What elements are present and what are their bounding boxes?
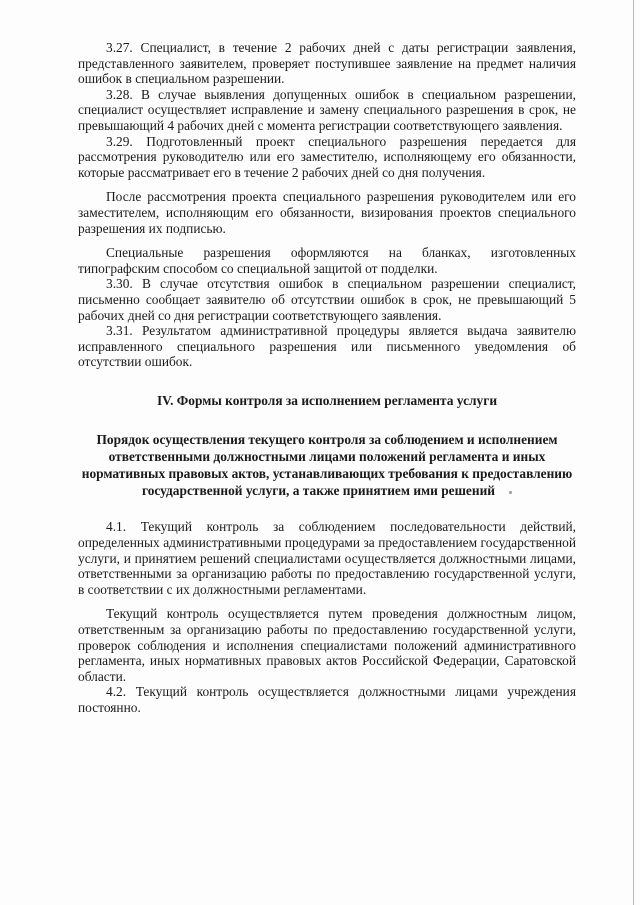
paragraph-3-30: 3.30. В случае отсутствия ошибок в специальном разрешении специалист, письменно сообщает заявителю об отсутствии ошибок в срок, не превышающий 5 рабочих дней со дня регистрации соответствующего заявления. <box>78 276 576 323</box>
paragraph-current-control: Текущий контроль осуществляется путем проведения должностным лицом, ответственным за организацию работы по предоставлению государственной услуги, проверок соблюдения и исполнения специалистами положений административного регламента, иных нормативных правовых актов Российской Федерации, Саратовской области. <box>78 606 576 684</box>
paragraph-3-28: 3.28. В случае выявления допущенных ошибок в специальном разрешении, специалист осуществляет исправление и замену специального разрешения в срок, не превышающий 4 рабочих дней с момента регистрации соответствующего заявления. <box>78 86 576 133</box>
paragraph-4-2: 4.2. Текущий контроль осуществляется должностными лицами учреждения постоянно. <box>78 684 576 715</box>
subheading-text: Порядок осуществления текущего контроля за соблюдением и исполнением ответственными должностными лицами положений регламента и иных нормативных правовых актов, устанавливающих требования к предоставлению государственной услуги, а также принятием ими решений <box>81 432 573 499</box>
section-body <box>78 519 576 715</box>
subheading <box>78 431 576 499</box>
paragraph-3-29: 3.29. Подготовленный проект специального разрешения передается для рассмотрения руководителю или его заместителю, исполняющему его обязанности, которые рассматривает его в течение 2 рабочих дней со дня получения. <box>78 133 576 180</box>
paragraph-3-27: 3.27. Специалист, в течение 2 рабочих дней с даты регистрации заявления, представленного заявителем, проверяет поступившее заявление на предмет наличия ошибок в специальном разрешении. <box>78 40 576 87</box>
document-body <box>78 40 576 716</box>
paragraph-3-31: 3.31. Результатом административной процедуры является выдача заявителю исправленного специального разрешения или письменного уведомления об отсутствии ошибок. <box>78 323 576 370</box>
paragraph-4-1: 4.1. Текущий контроль за соблюдением последовательности действий, определенных административными процедурами за предоставлением государственной услуги, и принятием решений специалистами осуществляется должностными лицами, ответственными за организацию работы по предоставлению государственной услуги, в соответствии с их должностными регламентами. <box>78 519 576 597</box>
paragraph-blanks: Специальные разрешения оформляются на бланках, изготовленных типографским способом со специальной защитой от подделки. <box>78 245 576 276</box>
scan-edge <box>633 0 634 905</box>
section-heading: IV. Формы контроля за исполнением регламента услуги <box>156 392 498 408</box>
paragraph-review: После рассмотрения проекта специального разрешения руководителем или его заместителем, исполняющим его обязанности, визирования проектов специального разрешения их подписью. <box>78 189 576 236</box>
scan-speck <box>509 491 512 494</box>
